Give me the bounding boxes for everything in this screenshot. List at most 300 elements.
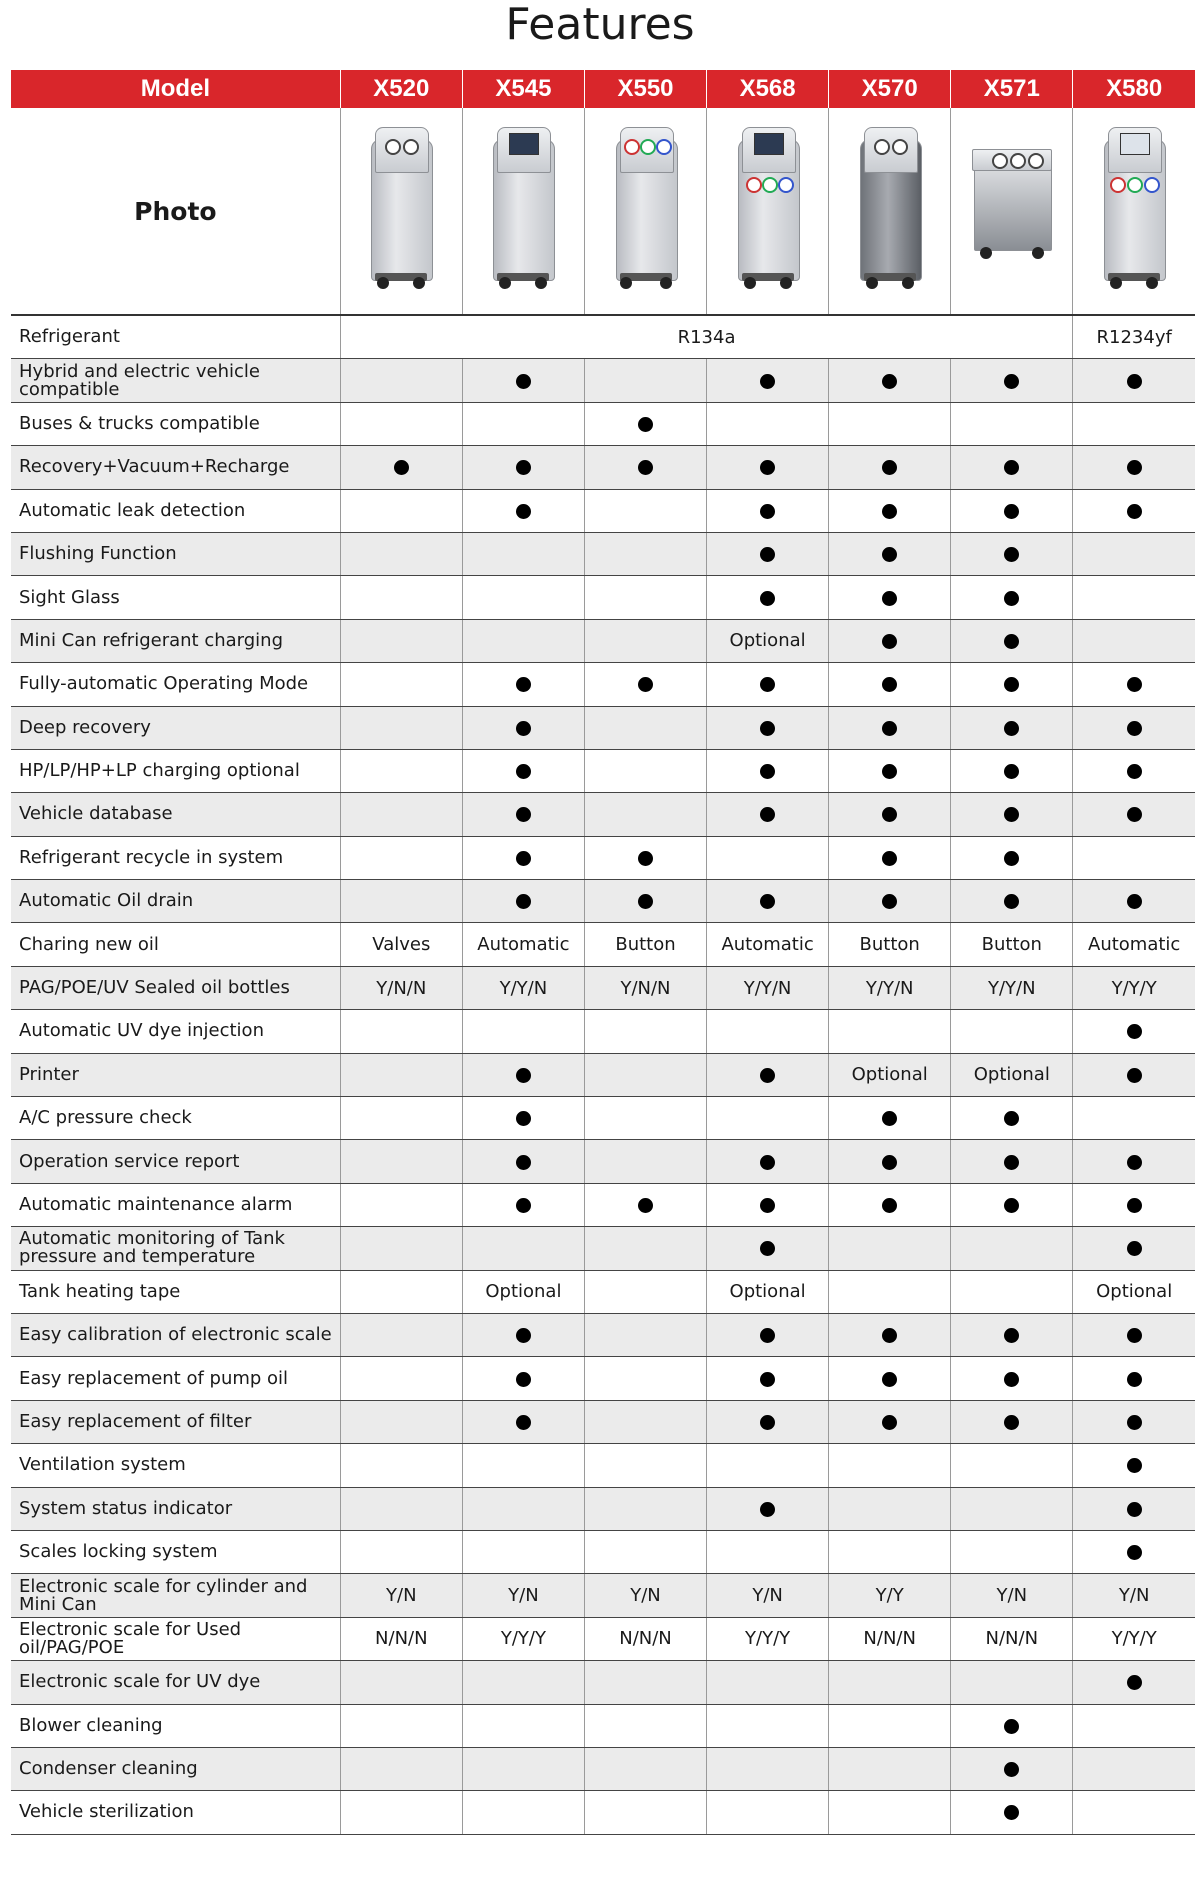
header-row (11, 70, 1195, 108)
features-table (11, 70, 1195, 1835)
check-dot-icon (1004, 634, 1019, 649)
check-dot-icon (516, 1372, 531, 1387)
cell-x571 (951, 1227, 1073, 1270)
cell-x520: Valves (340, 923, 462, 966)
check-dot-icon (1127, 1241, 1142, 1256)
check-dot-icon (516, 1068, 531, 1083)
feature-rows (11, 315, 1195, 1834)
cell-x580 (1073, 1530, 1195, 1573)
check-dot-icon (1127, 1024, 1142, 1039)
cell-x568: Y/Y/N (707, 966, 829, 1009)
cell-x568 (707, 1444, 829, 1487)
cell-x520 (340, 749, 462, 792)
cell-x568 (707, 793, 829, 836)
cell-x520: Y/N/N (340, 966, 462, 1009)
cell-x571 (951, 402, 1073, 445)
row-label: Easy replacement of pump oil (11, 1357, 340, 1400)
cell-x570 (829, 1097, 951, 1140)
cell-x570: Y/Y (829, 1574, 951, 1617)
cell-x570 (829, 706, 951, 749)
cell-x550: Button (584, 923, 706, 966)
cell-x520 (340, 446, 462, 489)
cell-x570 (829, 446, 951, 489)
check-dot-icon (760, 721, 775, 736)
cell-x571 (951, 880, 1073, 923)
cell-x545: Y/N (462, 1574, 584, 1617)
cell-x550 (584, 1270, 706, 1313)
check-dot-icon (760, 504, 775, 519)
check-dot-icon (394, 460, 409, 475)
check-dot-icon (760, 1068, 775, 1083)
check-dot-icon (516, 677, 531, 692)
cell-x520 (340, 1053, 462, 1096)
cell-x570 (829, 1704, 951, 1747)
check-dot-icon (882, 547, 897, 562)
row-label: Automatic UV dye injection (11, 1010, 340, 1053)
check-dot-icon (516, 721, 531, 736)
cell-x571 (951, 1487, 1073, 1530)
cell-x545: Y/Y/N (462, 966, 584, 1009)
row-label: Blower cleaning (11, 1704, 340, 1747)
cell-x580 (1073, 446, 1195, 489)
cell-x571 (951, 1357, 1073, 1400)
table-row (11, 1313, 1195, 1356)
cell-x520 (340, 1400, 462, 1443)
cell-x520 (340, 836, 462, 879)
table-row (11, 619, 1195, 662)
cell-x568 (707, 1530, 829, 1573)
check-dot-icon (1004, 591, 1019, 606)
cell-x545 (462, 619, 584, 662)
check-dot-icon (1127, 677, 1142, 692)
cell-x520 (340, 1791, 462, 1834)
check-dot-icon (882, 1155, 897, 1170)
table-row (11, 1097, 1195, 1140)
row-label: Operation service report (11, 1140, 340, 1183)
table-row (11, 402, 1195, 445)
row-label: Easy replacement of filter (11, 1400, 340, 1443)
cell-x570 (829, 532, 951, 575)
photo-x520 (340, 108, 462, 315)
table-row (11, 1227, 1195, 1270)
check-dot-icon (882, 721, 897, 736)
cell-x550: Y/N (584, 1574, 706, 1617)
check-dot-icon (882, 1328, 897, 1343)
table-row (11, 1270, 1195, 1313)
check-dot-icon (882, 591, 897, 606)
cell-x545 (462, 1183, 584, 1226)
check-dot-icon (1004, 721, 1019, 736)
row-label: Refrigerant (11, 315, 340, 359)
cell-x550 (584, 663, 706, 706)
cell-x545 (462, 446, 584, 489)
check-dot-icon (1004, 894, 1019, 909)
cell-x545: Optional (462, 1270, 584, 1313)
cell-x570 (829, 1487, 951, 1530)
check-dot-icon (516, 1328, 531, 1343)
table-row (11, 1487, 1195, 1530)
cell-x545 (462, 1747, 584, 1790)
check-dot-icon (882, 851, 897, 866)
cell-x550 (584, 359, 706, 402)
cell-x545 (462, 1227, 584, 1270)
check-dot-icon (760, 807, 775, 822)
cell-x571 (951, 1010, 1073, 1053)
cell-x580 (1073, 532, 1195, 575)
row-label: Printer (11, 1053, 340, 1096)
cell-x550 (584, 1530, 706, 1573)
check-dot-icon (516, 1155, 531, 1170)
table-row (11, 1400, 1195, 1443)
check-dot-icon (1004, 547, 1019, 562)
row-label: Electronic scale for cylinder and Mini Can (11, 1574, 340, 1617)
row-label: Buses & trucks compatible (11, 402, 340, 445)
cell-x520 (340, 1140, 462, 1183)
cell-x570 (829, 489, 951, 532)
cell-x570: Button (829, 923, 951, 966)
cell-x520 (340, 1270, 462, 1313)
cell-x568 (707, 1227, 829, 1270)
check-dot-icon (882, 677, 897, 692)
cell-x580 (1073, 402, 1195, 445)
cell-x580: Automatic (1073, 923, 1195, 966)
cell-x550 (584, 1704, 706, 1747)
cell-x550 (584, 1487, 706, 1530)
cell-x580: Y/N (1073, 1574, 1195, 1617)
row-label: Tank heating tape (11, 1270, 340, 1313)
table-row (11, 1183, 1195, 1226)
cell-x570 (829, 663, 951, 706)
cell-x570 (829, 576, 951, 619)
check-dot-icon (1127, 504, 1142, 519)
cell-x520 (340, 1313, 462, 1356)
cell-x568 (707, 1661, 829, 1704)
check-dot-icon (516, 374, 531, 389)
check-dot-icon (760, 1502, 775, 1517)
check-dot-icon (516, 1198, 531, 1213)
cell-x550 (584, 576, 706, 619)
cell-x520: Y/N (340, 1574, 462, 1617)
check-dot-icon (760, 1198, 775, 1213)
check-dot-icon (1127, 721, 1142, 736)
photo-x550 (584, 108, 706, 315)
check-dot-icon (1004, 1328, 1019, 1343)
cell-x520 (340, 532, 462, 575)
check-dot-icon (1127, 807, 1142, 822)
row-label: Vehicle database (11, 793, 340, 836)
cell-x580 (1073, 619, 1195, 662)
cell-x568 (707, 663, 829, 706)
cell-x568 (707, 532, 829, 575)
table-row (11, 1053, 1195, 1096)
table-row (11, 1747, 1195, 1790)
cell-x570 (829, 359, 951, 402)
cell-x570 (829, 1530, 951, 1573)
check-dot-icon (1004, 374, 1019, 389)
check-dot-icon (1127, 1415, 1142, 1430)
cell-x580 (1073, 836, 1195, 879)
cell-x571 (951, 619, 1073, 662)
cell-x520 (340, 793, 462, 836)
cell-x550 (584, 1791, 706, 1834)
cell-x568 (707, 1747, 829, 1790)
cell-x545 (462, 489, 584, 532)
row-label: Refrigerant recycle in system (11, 836, 340, 879)
cell-x570 (829, 1747, 951, 1790)
check-dot-icon (882, 764, 897, 779)
row-label: Condenser cleaning (11, 1747, 340, 1790)
cell-x571 (951, 1270, 1073, 1313)
cell-x550 (584, 749, 706, 792)
table-row (11, 880, 1195, 923)
check-dot-icon (882, 1111, 897, 1126)
cell-x550 (584, 446, 706, 489)
cell-x545 (462, 1444, 584, 1487)
cell-x568: Y/N (707, 1574, 829, 1617)
row-label: Mini Can refrigerant charging (11, 619, 340, 662)
cell-x568 (707, 706, 829, 749)
cell-x568 (707, 402, 829, 445)
check-dot-icon (882, 1198, 897, 1213)
row-label: Automatic leak detection (11, 489, 340, 532)
photo-x570 (829, 108, 951, 315)
cell-x570 (829, 402, 951, 445)
check-dot-icon (1004, 807, 1019, 822)
check-dot-icon (1004, 1111, 1019, 1126)
check-dot-icon (1004, 504, 1019, 519)
cell-x520 (340, 880, 462, 923)
table-row (11, 923, 1195, 966)
cell-x570 (829, 1010, 951, 1053)
cell-x570 (829, 880, 951, 923)
cell-x520 (340, 1183, 462, 1226)
cell-x580 (1073, 1053, 1195, 1096)
cell-x571 (951, 1661, 1073, 1704)
row-label: Recovery+Vacuum+Recharge (11, 446, 340, 489)
row-label: Fully-automatic Operating Mode (11, 663, 340, 706)
check-dot-icon (882, 504, 897, 519)
cell-x550 (584, 489, 706, 532)
cell-x570 (829, 836, 951, 879)
cell-x568: Automatic (707, 923, 829, 966)
ac-machine-icon (483, 119, 563, 299)
row-label: Automatic maintenance alarm (11, 1183, 340, 1226)
cell-x571 (951, 663, 1073, 706)
cell-x571 (951, 1097, 1073, 1140)
check-dot-icon (1004, 1372, 1019, 1387)
table-row (11, 532, 1195, 575)
cell-x545 (462, 1313, 584, 1356)
cell-x520 (340, 1010, 462, 1053)
check-dot-icon (1127, 1458, 1142, 1473)
cell-x545 (462, 359, 584, 402)
check-dot-icon (638, 1198, 653, 1213)
cell-x545 (462, 402, 584, 445)
cell-x545 (462, 1140, 584, 1183)
refrigerant-row (11, 315, 1195, 359)
cell-x568 (707, 1704, 829, 1747)
cell-x520 (340, 576, 462, 619)
table-row (11, 1704, 1195, 1747)
cell-x571 (951, 576, 1073, 619)
cell-x568 (707, 446, 829, 489)
model-header-x520: X520 (340, 70, 462, 108)
cell-x571 (951, 532, 1073, 575)
cell-x580 (1073, 880, 1195, 923)
cell-x520 (340, 1227, 462, 1270)
cell-x520 (340, 1530, 462, 1573)
cell-x550 (584, 1183, 706, 1226)
check-dot-icon (882, 894, 897, 909)
cell-x520 (340, 663, 462, 706)
cell-x520 (340, 1097, 462, 1140)
cell-x520 (340, 489, 462, 532)
row-label: Ventilation system (11, 1444, 340, 1487)
cell-x545 (462, 663, 584, 706)
cell-x571: Y/N (951, 1574, 1073, 1617)
cell-x545 (462, 576, 584, 619)
row-label: Sight Glass (11, 576, 340, 619)
check-dot-icon (1004, 1198, 1019, 1213)
cell-x550 (584, 1444, 706, 1487)
cell-x545 (462, 793, 584, 836)
check-dot-icon (1004, 1762, 1019, 1777)
check-dot-icon (1004, 460, 1019, 475)
cell-x568 (707, 749, 829, 792)
table-row (11, 1444, 1195, 1487)
check-dot-icon (1127, 764, 1142, 779)
cell-x580 (1073, 489, 1195, 532)
cell-x570 (829, 1270, 951, 1313)
ac-machine-icon (728, 119, 808, 299)
check-dot-icon (1004, 1415, 1019, 1430)
cell-x568 (707, 836, 829, 879)
cell-x571 (951, 793, 1073, 836)
table-row (11, 1530, 1195, 1573)
check-dot-icon (760, 547, 775, 562)
cell-x571 (951, 1313, 1073, 1356)
cell-x550 (584, 706, 706, 749)
check-dot-icon (1127, 1328, 1142, 1343)
check-dot-icon (516, 851, 531, 866)
cell-x580 (1073, 359, 1195, 402)
check-dot-icon (1127, 894, 1142, 909)
cell-x570 (829, 1400, 951, 1443)
model-header-x570: X570 (829, 70, 951, 108)
check-dot-icon (1127, 1372, 1142, 1387)
cell-x571: Button (951, 923, 1073, 966)
cell-x545 (462, 1704, 584, 1747)
cell-x568 (707, 1183, 829, 1226)
row-label: Electronic scale for Used oil/PAG/POE (11, 1617, 340, 1660)
check-dot-icon (516, 504, 531, 519)
table-row (11, 1617, 1195, 1660)
check-dot-icon (882, 634, 897, 649)
ac-machine-icon (972, 119, 1052, 299)
cell-x570 (829, 1444, 951, 1487)
row-label: Flushing Function (11, 532, 340, 575)
cell-x580: Y/Y/Y (1073, 1617, 1195, 1660)
photo-x580 (1073, 108, 1195, 315)
check-dot-icon (638, 851, 653, 866)
check-dot-icon (1004, 1805, 1019, 1820)
cell-x580 (1073, 1183, 1195, 1226)
cell-x545 (462, 749, 584, 792)
check-dot-icon (1004, 764, 1019, 779)
cell-x580 (1073, 1010, 1195, 1053)
check-dot-icon (760, 1241, 775, 1256)
cell-x571 (951, 1140, 1073, 1183)
cell-x570 (829, 1183, 951, 1226)
cell-x568 (707, 1487, 829, 1530)
photo-row (11, 108, 1195, 315)
cell-x520 (340, 1487, 462, 1530)
cell-x545: Automatic (462, 923, 584, 966)
cell-x570 (829, 1313, 951, 1356)
cell-x568 (707, 880, 829, 923)
cell-x550 (584, 1010, 706, 1053)
cell-x570: N/N/N (829, 1617, 951, 1660)
model-header-x580: X580 (1073, 70, 1195, 108)
cell-x550 (584, 1097, 706, 1140)
cell-x520 (340, 1661, 462, 1704)
table-row (11, 706, 1195, 749)
row-label: Automatic Oil drain (11, 880, 340, 923)
check-dot-icon (638, 460, 653, 475)
cell-x568 (707, 1313, 829, 1356)
row-label: Electronic scale for UV dye (11, 1661, 340, 1704)
cell-x550 (584, 532, 706, 575)
ac-machine-icon (850, 119, 930, 299)
cell-x520 (340, 359, 462, 402)
check-dot-icon (1004, 677, 1019, 692)
cell-x568 (707, 1097, 829, 1140)
cell-x545 (462, 532, 584, 575)
cell-x545 (462, 1400, 584, 1443)
table-row (11, 1574, 1195, 1617)
table-row (11, 749, 1195, 792)
check-dot-icon (882, 807, 897, 822)
row-label: HP/LP/HP+LP charging optional (11, 749, 340, 792)
cell-x550: Y/N/N (584, 966, 706, 1009)
cell-x550 (584, 793, 706, 836)
ac-machine-icon (606, 119, 686, 299)
check-dot-icon (516, 1111, 531, 1126)
check-dot-icon (760, 677, 775, 692)
cell-x571: N/N/N (951, 1617, 1073, 1660)
check-dot-icon (760, 591, 775, 606)
cell-x571 (951, 836, 1073, 879)
table-row (11, 1010, 1195, 1053)
cell-x570 (829, 1140, 951, 1183)
model-header-x568: X568 (707, 70, 829, 108)
check-dot-icon (760, 1155, 775, 1170)
cell-x580: Y/Y/Y (1073, 966, 1195, 1009)
check-dot-icon (1127, 460, 1142, 475)
cell-x550 (584, 1661, 706, 1704)
ac-machine-icon (361, 119, 441, 299)
cell-x545 (462, 706, 584, 749)
cell-x545 (462, 1661, 584, 1704)
cell-x580 (1073, 1140, 1195, 1183)
cell-x545 (462, 1487, 584, 1530)
cell-x520: N/N/N (340, 1617, 462, 1660)
cell-x545 (462, 1097, 584, 1140)
cell-x545 (462, 1010, 584, 1053)
table-row (11, 793, 1195, 836)
model-header: Model (11, 70, 340, 108)
row-label: Easy calibration of electronic scale (11, 1313, 340, 1356)
